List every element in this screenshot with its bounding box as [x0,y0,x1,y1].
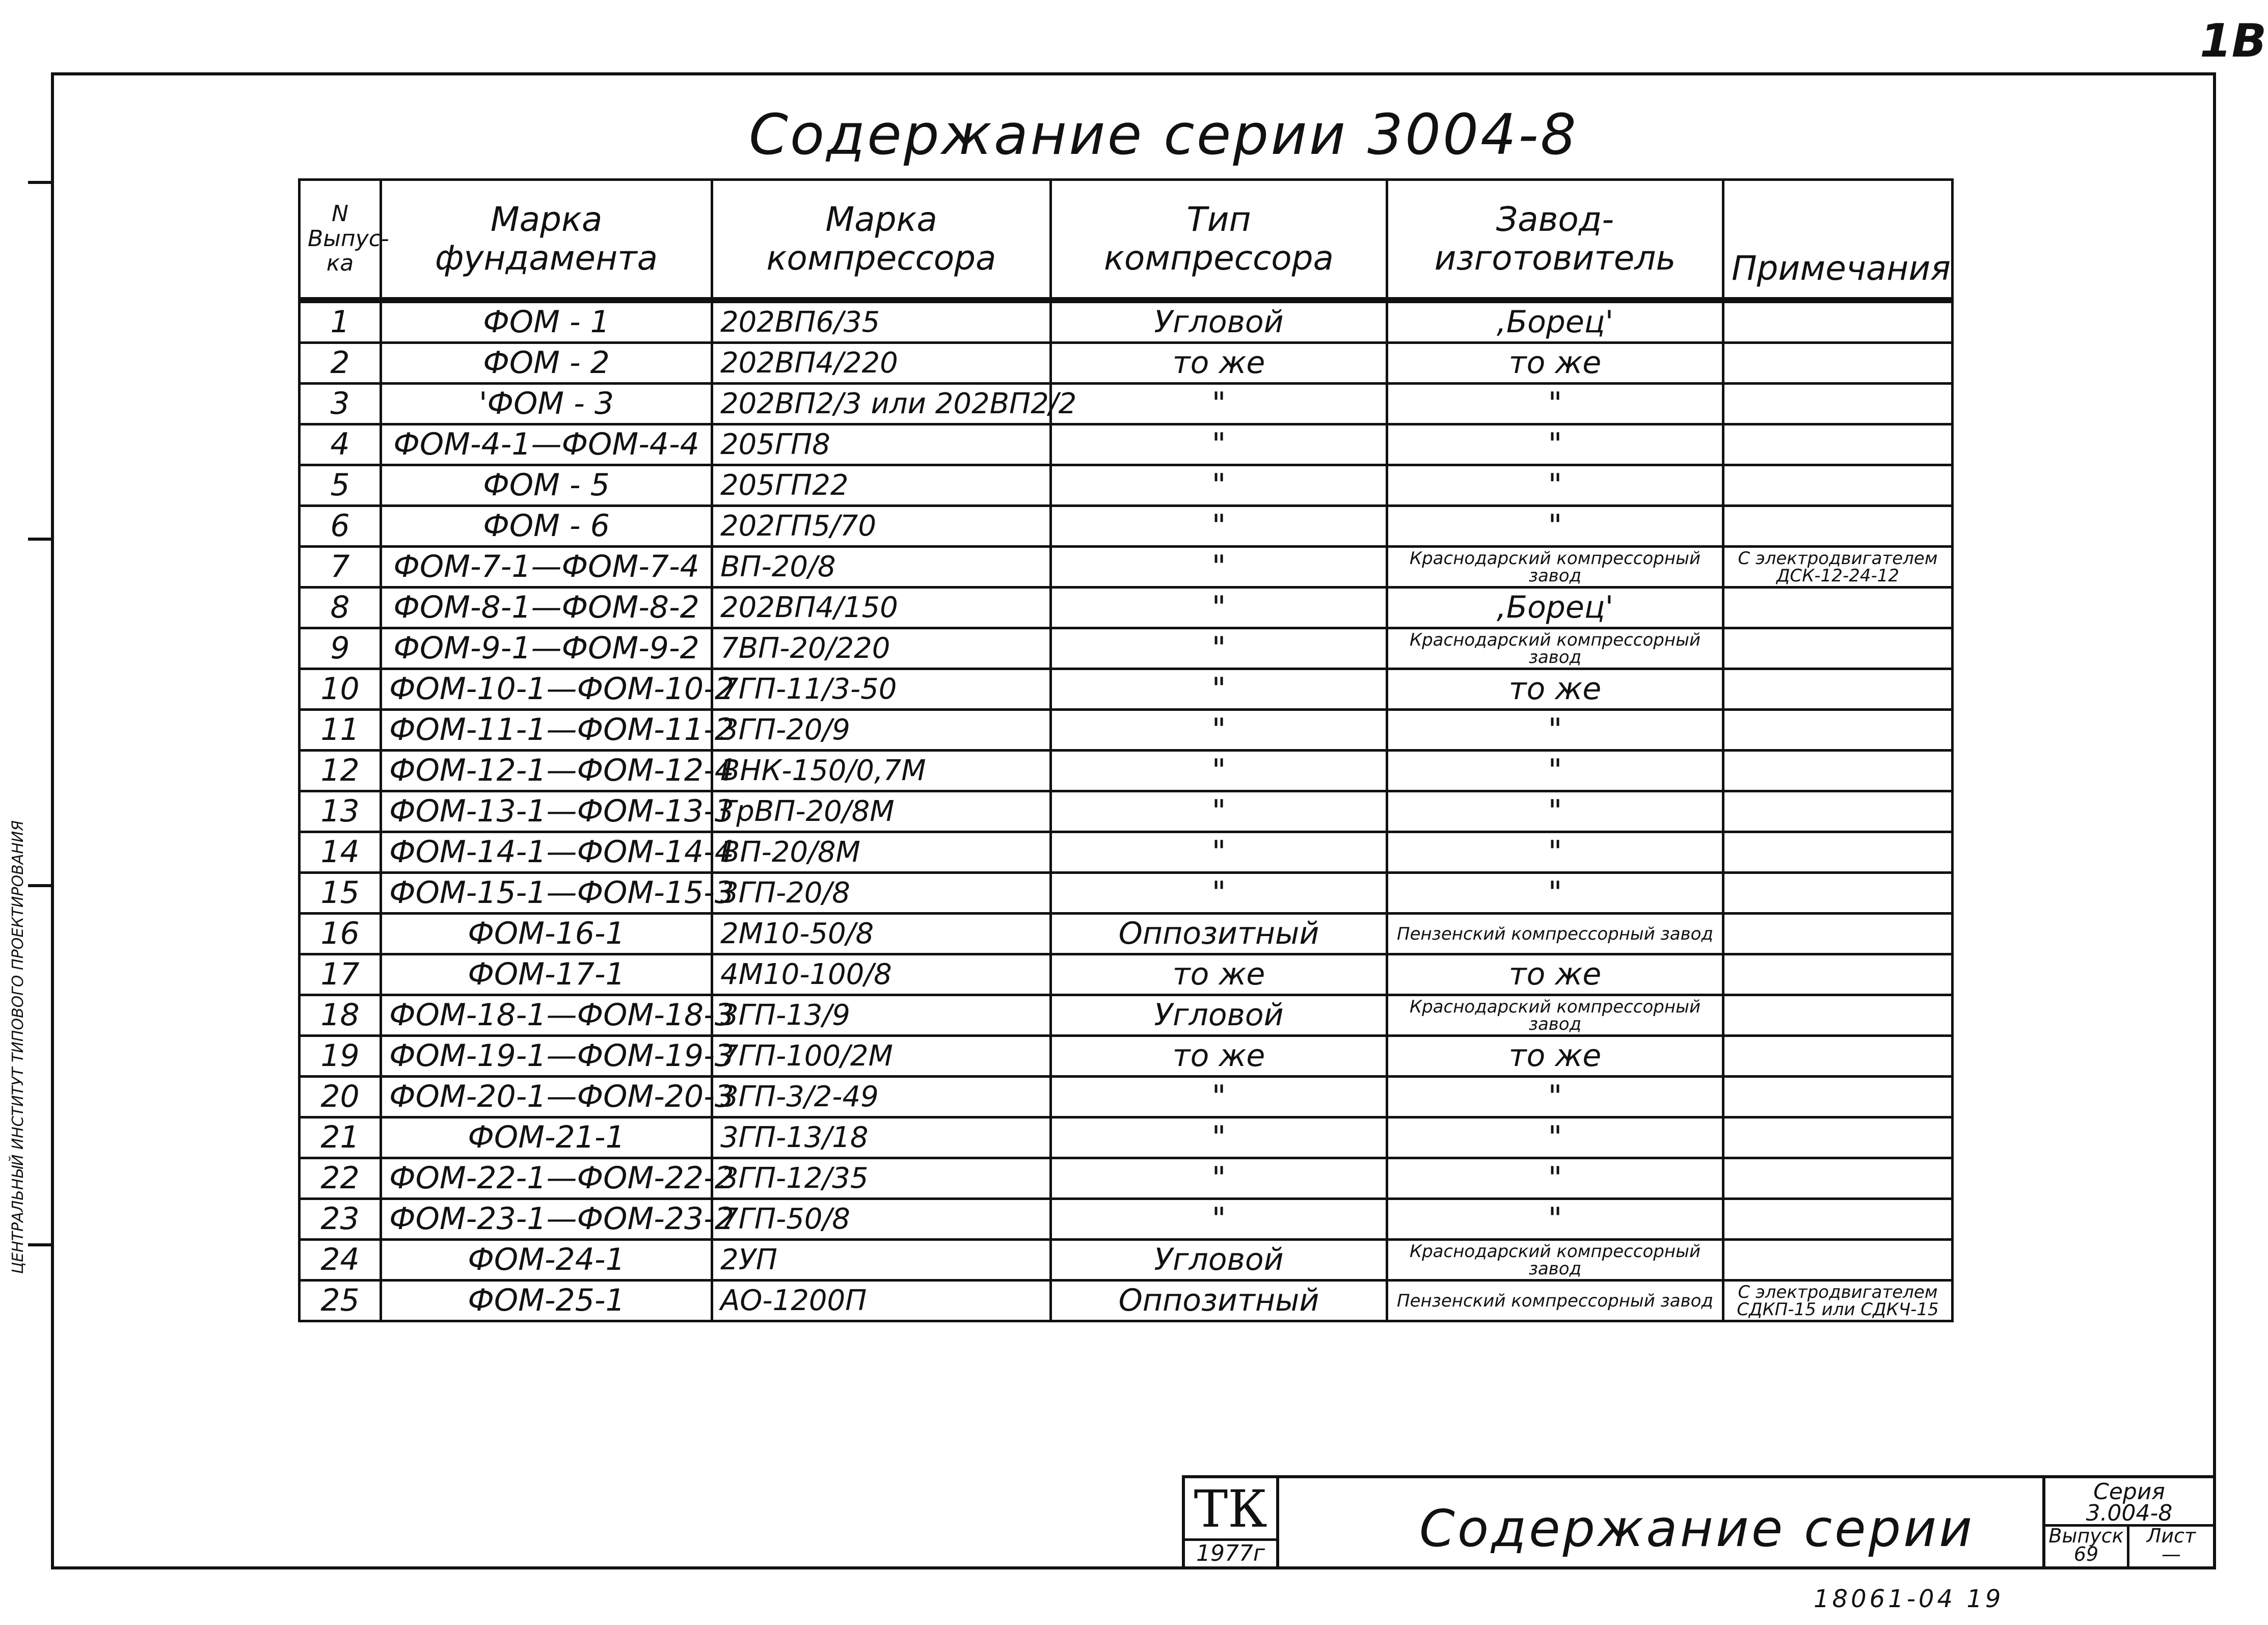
series-label: Серия [2093,1479,2165,1505]
notes-cell: С электродвигателем СДКП-15 или СДКЧ-15 [1723,1281,1953,1321]
notes-cell [1723,588,1953,628]
compressor-type-cell: Оппозитный [1051,1281,1387,1321]
notes-cell [1723,628,1953,669]
table-row [300,588,1953,628]
compressor-mark-cell: 202ВП4/220 [712,343,1051,384]
table-row [300,832,1953,873]
issue-number-cell: 18 [300,995,381,1036]
side-stamp-text: ЦЕНТРАЛЬНЫЙ ИНСТИТУТ ТИПОВОГО ПРОЕКТИРОВАНИЯ [9,820,27,1274]
series-cell [2045,1478,2213,1527]
compressor-type-cell: " [1051,588,1387,628]
sheet-label: Лист [2146,1525,2196,1547]
foundation-mark-cell: ФОМ-23-1—ФОМ-23-2 [381,1199,712,1240]
compressor-mark-cell: 4М10-100/8 [712,954,1051,995]
foundation-mark-cell: ФОМ-19-1—ФОМ-19-3 [381,1036,712,1077]
header-issue-number: N Выпус- ка [300,180,381,301]
title-block-title: Содержание серии [1419,1499,1975,1558]
manufacturer-cell: " [1387,384,1723,424]
issue-number-cell: 4 [300,424,381,465]
table-row [300,628,1953,669]
issue-number-cell: 1 [300,300,381,343]
issue-number-cell: 16 [300,914,381,954]
compressor-type-cell: " [1051,424,1387,465]
table-row [300,506,1953,547]
manufacturer-cell: Краснодарский компрессорный завод [1387,628,1723,669]
foundation-mark-cell: ФОМ-4-1—ФОМ-4-4 [381,424,712,465]
manufacturer-cell: " [1387,465,1723,506]
issue-number-cell: 8 [300,588,381,628]
notes-cell [1723,832,1953,873]
sheet-value: — [2162,1543,2181,1565]
foundation-mark-cell: ФОМ-21-1 [381,1117,712,1158]
issue-number-cell: 25 [300,1281,381,1321]
notes-cell [1723,1117,1953,1158]
manufacturer-cell: то же [1387,669,1723,710]
compressor-mark-cell: 2УП [712,1240,1051,1281]
table-row [300,873,1953,914]
notes-cell [1723,384,1953,424]
manufacturer-cell: " [1387,424,1723,465]
compressor-type-cell: " [1051,465,1387,506]
issue-number-cell: 21 [300,1117,381,1158]
compressor-mark-cell: 205ГП22 [712,465,1051,506]
issue-value: 69 [2073,1543,2099,1565]
manufacturer-cell: Пензенский компрессорный завод [1387,914,1723,954]
compressor-mark-cell: АО-1200П [712,1281,1051,1321]
issue-number-cell: 23 [300,1199,381,1240]
issue-number-cell: 3 [300,384,381,424]
table-row [300,547,1953,588]
issue-number-cell: 17 [300,954,381,995]
margin-tick [28,1243,53,1246]
manufacturer-cell: ,Борец' [1387,588,1723,628]
foundation-mark-cell: ФОМ - 2 [381,343,712,384]
notes-cell [1723,954,1953,995]
table-row [300,1240,1953,1281]
issue-number-cell: 14 [300,832,381,873]
table-row [300,343,1953,384]
compressor-type-cell: " [1051,1117,1387,1158]
compressor-type-cell: то же [1051,343,1387,384]
compressor-type-cell: " [1051,791,1387,832]
compressor-mark-cell: 3ГП-3/2-49 [712,1077,1051,1117]
table-row [300,1158,1953,1199]
manufacturer-cell: Пензенский компрессорный завод [1387,1281,1723,1321]
manufacturer-cell: " [1387,1199,1723,1240]
foundation-mark-cell: ФОМ - 1 [381,300,712,343]
compressor-type-cell: " [1051,506,1387,547]
notes-cell [1723,465,1953,506]
page-title: Содержание серии 3004-8 [749,102,1578,167]
header-notes: Примечания [1723,180,1953,301]
footer-code: 18061-04 19 [1814,1585,2004,1613]
compressor-mark-cell: ВП-20/8М [712,832,1051,873]
year: 1977г [1185,1538,1276,1566]
foundation-mark-cell: ФОМ-25-1 [381,1281,712,1321]
notes-cell [1723,1199,1953,1240]
table-header [300,180,1953,301]
compressor-mark-cell: 7ВП-20/220 [712,628,1051,669]
table-row [300,384,1953,424]
compressor-mark-cell: 3ГП-12/35 [712,1158,1051,1199]
manufacturer-cell: Краснодарский компрессорный завод [1387,1240,1723,1281]
notes-cell [1723,300,1953,343]
compressor-type-cell: " [1051,832,1387,873]
manufacturer-cell: " [1387,751,1723,791]
margin-tick [28,884,53,887]
manufacturer-cell: ,Борец' [1387,300,1723,343]
header-compressor-type: Тип компрессора [1051,180,1387,301]
sheet-cell [2129,1527,2213,1566]
compressor-mark-cell: 7ГП-11/3-50 [712,669,1051,710]
table-row [300,1281,1953,1321]
foundation-mark-cell: ФОМ-11-1—ФОМ-11-2 [381,710,712,751]
title-block [1182,1475,2216,1569]
notes-cell [1723,791,1953,832]
table-row [300,995,1953,1036]
compressor-type-cell: " [1051,873,1387,914]
issue-number-cell: 2 [300,343,381,384]
compressor-mark-cell: 3ГП-13/18 [712,1117,1051,1158]
compressor-type-cell: Угловой [1051,300,1387,343]
compressor-mark-cell: 205ГП8 [712,424,1051,465]
compressor-type-cell: " [1051,1158,1387,1199]
compressor-type-cell: то же [1051,954,1387,995]
series-value: 3.004-8 [2086,1500,2173,1526]
table-row [300,1199,1953,1240]
compressor-mark-cell: ГрВП-20/8М [712,791,1051,832]
notes-cell: С электродвигателем ДСК-12-24-12 [1723,547,1953,588]
notes-cell [1723,1158,1953,1199]
compressor-mark-cell: ВНК-150/0,7М [712,751,1051,791]
notes-cell [1723,1077,1953,1117]
table-row [300,914,1953,954]
notes-cell [1723,710,1953,751]
foundation-mark-cell: ФОМ-18-1—ФОМ-18-3 [381,995,712,1036]
sheet-number: 1B [2200,14,2267,68]
compressor-mark-cell: 3ГП-20/9 [712,710,1051,751]
compressor-type-cell: Угловой [1051,1240,1387,1281]
compressor-mark-cell: 7ГП-50/8 [712,1199,1051,1240]
compressor-type-cell: " [1051,628,1387,669]
tk-logo [1185,1478,1279,1566]
issue-number-cell: 22 [300,1158,381,1199]
notes-cell [1723,1240,1953,1281]
notes-cell [1723,1036,1953,1077]
manufacturer-cell: " [1387,1117,1723,1158]
compressor-type-cell: " [1051,547,1387,588]
foundation-mark-cell: 'ФОМ - 3 [381,384,712,424]
manufacturer-cell: " [1387,506,1723,547]
compressor-mark-cell: ВП-20/8 [712,547,1051,588]
compressor-mark-cell: 202ВП2/3 или 202ВП2/2 [712,384,1051,424]
table-row [300,300,1953,343]
foundation-mark-cell: ФОМ - 5 [381,465,712,506]
manufacturer-cell: то же [1387,343,1723,384]
manufacturer-cell: Краснодарский компрессорный завод [1387,995,1723,1036]
notes-cell [1723,751,1953,791]
issue-number-cell: 10 [300,669,381,710]
manufacturer-cell: " [1387,710,1723,751]
table-row [300,424,1953,465]
table-row [300,954,1953,995]
manufacturer-cell: Краснодарский компрессорный завод [1387,547,1723,588]
compressor-type-cell: Угловой [1051,995,1387,1036]
notes-cell [1723,669,1953,710]
foundation-mark-cell: ФОМ-14-1—ФОМ-14-4 [381,832,712,873]
compressor-mark-cell: 3ГП-13/9 [712,995,1051,1036]
compressor-mark-cell: 202ГП5/70 [712,506,1051,547]
foundation-mark-cell: ФОМ-9-1—ФОМ-9-2 [381,628,712,669]
header-manufacturer: Завод- изготовитель [1387,180,1723,301]
notes-cell [1723,873,1953,914]
compressor-type-cell: " [1051,669,1387,710]
compressor-type-cell: " [1051,751,1387,791]
tk-logo-text: ТК [1194,1479,1267,1539]
compressor-type-cell: " [1051,1199,1387,1240]
table-row [300,1077,1953,1117]
issue-number-cell: 9 [300,628,381,669]
issue-cell [2045,1527,2129,1566]
notes-cell [1723,914,1953,954]
table-row [300,710,1953,751]
compressor-mark-cell: 2М10-50/8 [712,914,1051,954]
manufacturer-cell: " [1387,791,1723,832]
issue-number-cell: 15 [300,873,381,914]
manufacturer-cell: " [1387,1158,1723,1199]
table-row [300,669,1953,710]
compressor-type-cell: " [1051,710,1387,751]
manufacturer-cell: " [1387,832,1723,873]
header-foundation-mark: Марка фундамента [381,180,712,301]
compressor-mark-cell: 7ГП-100/2М [712,1036,1051,1077]
compressor-mark-cell: 202ВП6/35 [712,300,1051,343]
foundation-mark-cell: ФОМ-10-1—ФОМ-10-2 [381,669,712,710]
notes-cell [1723,995,1953,1036]
issue-number-cell: 11 [300,710,381,751]
issue-number-cell: 24 [300,1240,381,1281]
foundation-mark-cell: ФОМ-17-1 [381,954,712,995]
foundation-mark-cell: ФОМ-24-1 [381,1240,712,1281]
issue-number-cell: 5 [300,465,381,506]
compressor-type-cell: Оппозитный [1051,914,1387,954]
title-block-right [2042,1478,2213,1566]
compressor-type-cell: " [1051,1077,1387,1117]
issue-number-cell: 20 [300,1077,381,1117]
foundation-mark-cell: ФОМ - 6 [381,506,712,547]
table-row [300,791,1953,832]
contents-table [298,178,1954,1322]
table-row [300,465,1953,506]
compressor-type-cell: " [1051,384,1387,424]
foundation-mark-cell: ФОМ-22-1—ФОМ-22-2 [381,1158,712,1199]
foundation-mark-cell: ФОМ-15-1—ФОМ-15-3 [381,873,712,914]
table-row [300,1036,1953,1077]
manufacturer-cell: " [1387,1077,1723,1117]
margin-tick [28,181,53,184]
compressor-type-cell: то же [1051,1036,1387,1077]
manufacturer-cell: то же [1387,954,1723,995]
header-compressor-mark: Марка компрессора [712,180,1051,301]
foundation-mark-cell: ФОМ-12-1—ФОМ-12-4 [381,751,712,791]
issue-number-cell: 6 [300,506,381,547]
table-body [300,300,1953,1321]
foundation-mark-cell: ФОМ-16-1 [381,914,712,954]
manufacturer-cell: то же [1387,1036,1723,1077]
foundation-mark-cell: ФОМ-7-1—ФОМ-7-4 [381,547,712,588]
foundation-mark-cell: ФОМ-20-1—ФОМ-20-3 [381,1077,712,1117]
issue-number-cell: 13 [300,791,381,832]
issue-number-cell: 7 [300,547,381,588]
foundation-mark-cell: ФОМ-8-1—ФОМ-8-2 [381,588,712,628]
notes-cell [1723,506,1953,547]
manufacturer-cell: " [1387,873,1723,914]
table-row [300,1117,1953,1158]
compressor-mark-cell: 3ГП-20/8 [712,873,1051,914]
notes-cell [1723,424,1953,465]
compressor-mark-cell: 202ВП4/150 [712,588,1051,628]
issue-number-cell: 12 [300,751,381,791]
issue-number-cell: 19 [300,1036,381,1077]
margin-tick [28,538,53,541]
foundation-mark-cell: ФОМ-13-1—ФОМ-13-3 [381,791,712,832]
table-row [300,751,1953,791]
issue-label: Выпуск [2048,1525,2124,1547]
notes-cell [1723,343,1953,384]
